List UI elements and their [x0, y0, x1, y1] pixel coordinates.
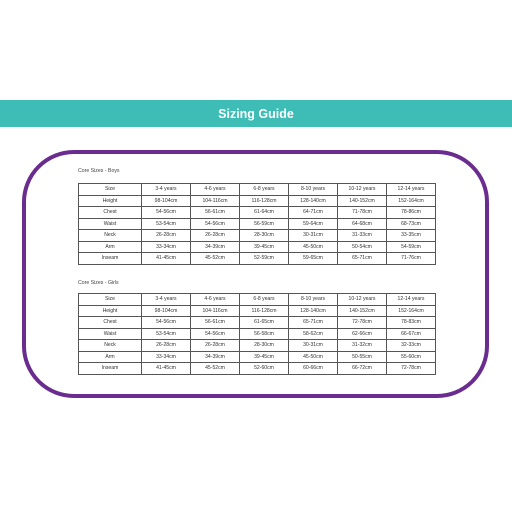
table-cell: 4-6 years	[191, 294, 240, 306]
table-cell: 8-10 years	[289, 294, 338, 306]
table-cell: 45-52cm	[191, 363, 240, 375]
table-row	[79, 328, 436, 340]
table-cell: 116-128cm	[240, 305, 289, 317]
table-cell: 53-54cm	[142, 328, 191, 340]
sizing-guide-banner	[0, 100, 512, 127]
table-row	[79, 207, 436, 219]
table-cell: 56-59cm	[240, 218, 289, 230]
table-row	[79, 195, 436, 207]
table-cell: 59-65cm	[289, 253, 338, 265]
table-cell: 104-116cm	[191, 305, 240, 317]
table-cell: 52-60cm	[240, 363, 289, 375]
table-cell: 4-6 years	[191, 184, 240, 196]
row-label: Neck	[79, 340, 142, 352]
table-row	[79, 340, 436, 352]
table-row	[79, 253, 436, 265]
table-cell: 116-128cm	[240, 195, 289, 207]
table-cell: 30-31cm	[289, 230, 338, 242]
table-cell: 39-45cm	[240, 241, 289, 253]
table-cell: 28-30cm	[240, 340, 289, 352]
row-label: Waist	[79, 328, 142, 340]
table-row	[79, 363, 436, 375]
table-header-row	[79, 294, 436, 306]
table-cell: 65-71cm	[338, 253, 387, 265]
table-cell: 50-54cm	[338, 241, 387, 253]
table-cell: 31-33cm	[338, 230, 387, 242]
table-row	[79, 230, 436, 242]
table-row	[79, 241, 436, 253]
table-cell: 6-8 years	[240, 294, 289, 306]
table-cell: 140-152cm	[338, 305, 387, 317]
row-label: Arm	[79, 351, 142, 363]
table-cell: 72-78cm	[338, 317, 387, 329]
table-cell: 59-64cm	[289, 218, 338, 230]
table-cell: 12-14 years	[387, 184, 436, 196]
table-cell: 58-62cm	[289, 328, 338, 340]
table-cell: 56-61cm	[191, 207, 240, 219]
table-cell: 128-140cm	[289, 305, 338, 317]
table-cell: 54-56cm	[142, 207, 191, 219]
row-label: Chest	[79, 207, 142, 219]
table-cell: 10-12 years	[338, 294, 387, 306]
row-label: Height	[79, 195, 142, 207]
table-cell: 61-65cm	[240, 317, 289, 329]
table-cell: 33-35cm	[387, 230, 436, 242]
table-cell: 39-45cm	[240, 351, 289, 363]
table-cell: 56-58cm	[240, 328, 289, 340]
table-row	[79, 305, 436, 317]
table-cell: 45-50cm	[289, 351, 338, 363]
table-cell: 60-66cm	[289, 363, 338, 375]
table-cell: 152-164cm	[387, 195, 436, 207]
girls-size-table	[78, 293, 436, 375]
table-cell: 33-34cm	[142, 241, 191, 253]
table-cell: 34-39cm	[191, 241, 240, 253]
table-row	[79, 317, 436, 329]
row-label: Inseam	[79, 253, 142, 265]
table-cell: 34-39cm	[191, 351, 240, 363]
table-cell: 54-56cm	[191, 328, 240, 340]
table-cell: 41-45cm	[142, 253, 191, 265]
table-cell: 64-71cm	[289, 207, 338, 219]
table-cell: 31-32cm	[338, 340, 387, 352]
table-cell: 56-61cm	[191, 317, 240, 329]
table-header-row	[79, 184, 436, 196]
table-cell: 3-4 years	[142, 184, 191, 196]
table-cell: 33-34cm	[142, 351, 191, 363]
table-cell: 71-78cm	[338, 207, 387, 219]
girls-table-caption: Core Sizes - Girls	[78, 280, 119, 286]
row-label: Inseam	[79, 363, 142, 375]
boys-table-caption: Core Sizes - Boys	[78, 168, 120, 174]
row-label: Size	[79, 184, 142, 196]
table-cell: 54-56cm	[142, 317, 191, 329]
table-cell: 26-28cm	[142, 230, 191, 242]
table-cell: 54-56cm	[191, 218, 240, 230]
table-cell: 55-60cm	[387, 351, 436, 363]
table-cell: 10-12 years	[338, 184, 387, 196]
table-cell: 128-140cm	[289, 195, 338, 207]
table-cell: 65-71cm	[289, 317, 338, 329]
table-cell: 32-33cm	[387, 340, 436, 352]
table-cell: 30-31cm	[289, 340, 338, 352]
boys-size-table	[78, 183, 436, 265]
row-label: Height	[79, 305, 142, 317]
table-row	[79, 351, 436, 363]
row-label: Size	[79, 294, 142, 306]
table-cell: 41-45cm	[142, 363, 191, 375]
table-cell: 64-68cm	[338, 218, 387, 230]
table-cell: 78-83cm	[387, 317, 436, 329]
table-cell: 152-164cm	[387, 305, 436, 317]
table-cell: 62-66cm	[338, 328, 387, 340]
table-cell: 45-50cm	[289, 241, 338, 253]
table-cell: 98-104cm	[142, 305, 191, 317]
table-cell: 98-104cm	[142, 195, 191, 207]
table-cell: 26-28cm	[191, 230, 240, 242]
table-cell: 45-52cm	[191, 253, 240, 265]
table-cell: 8-10 years	[289, 184, 338, 196]
table-cell: 26-28cm	[142, 340, 191, 352]
table-cell: 72-78cm	[387, 363, 436, 375]
table-cell: 26-28cm	[191, 340, 240, 352]
table-cell: 53-54cm	[142, 218, 191, 230]
table-row	[79, 218, 436, 230]
row-label: Neck	[79, 230, 142, 242]
table-cell: 12-14 years	[387, 294, 436, 306]
table-cell: 104-116cm	[191, 195, 240, 207]
table-cell: 3-4 years	[142, 294, 191, 306]
table-cell: 61-64cm	[240, 207, 289, 219]
row-label: Chest	[79, 317, 142, 329]
table-cell: 140-152cm	[338, 195, 387, 207]
page-title: Sizing Guide	[218, 106, 294, 121]
table-cell: 78-86cm	[387, 207, 436, 219]
table-cell: 6-8 years	[240, 184, 289, 196]
row-label: Waist	[79, 218, 142, 230]
table-cell: 71-76cm	[387, 253, 436, 265]
table-cell: 66-72cm	[338, 363, 387, 375]
table-cell: 66-67cm	[387, 328, 436, 340]
table-cell: 52-59cm	[240, 253, 289, 265]
table-cell: 54-59cm	[387, 241, 436, 253]
row-label: Arm	[79, 241, 142, 253]
table-cell: 28-30cm	[240, 230, 289, 242]
table-cell: 50-55cm	[338, 351, 387, 363]
table-cell: 68-73cm	[387, 218, 436, 230]
